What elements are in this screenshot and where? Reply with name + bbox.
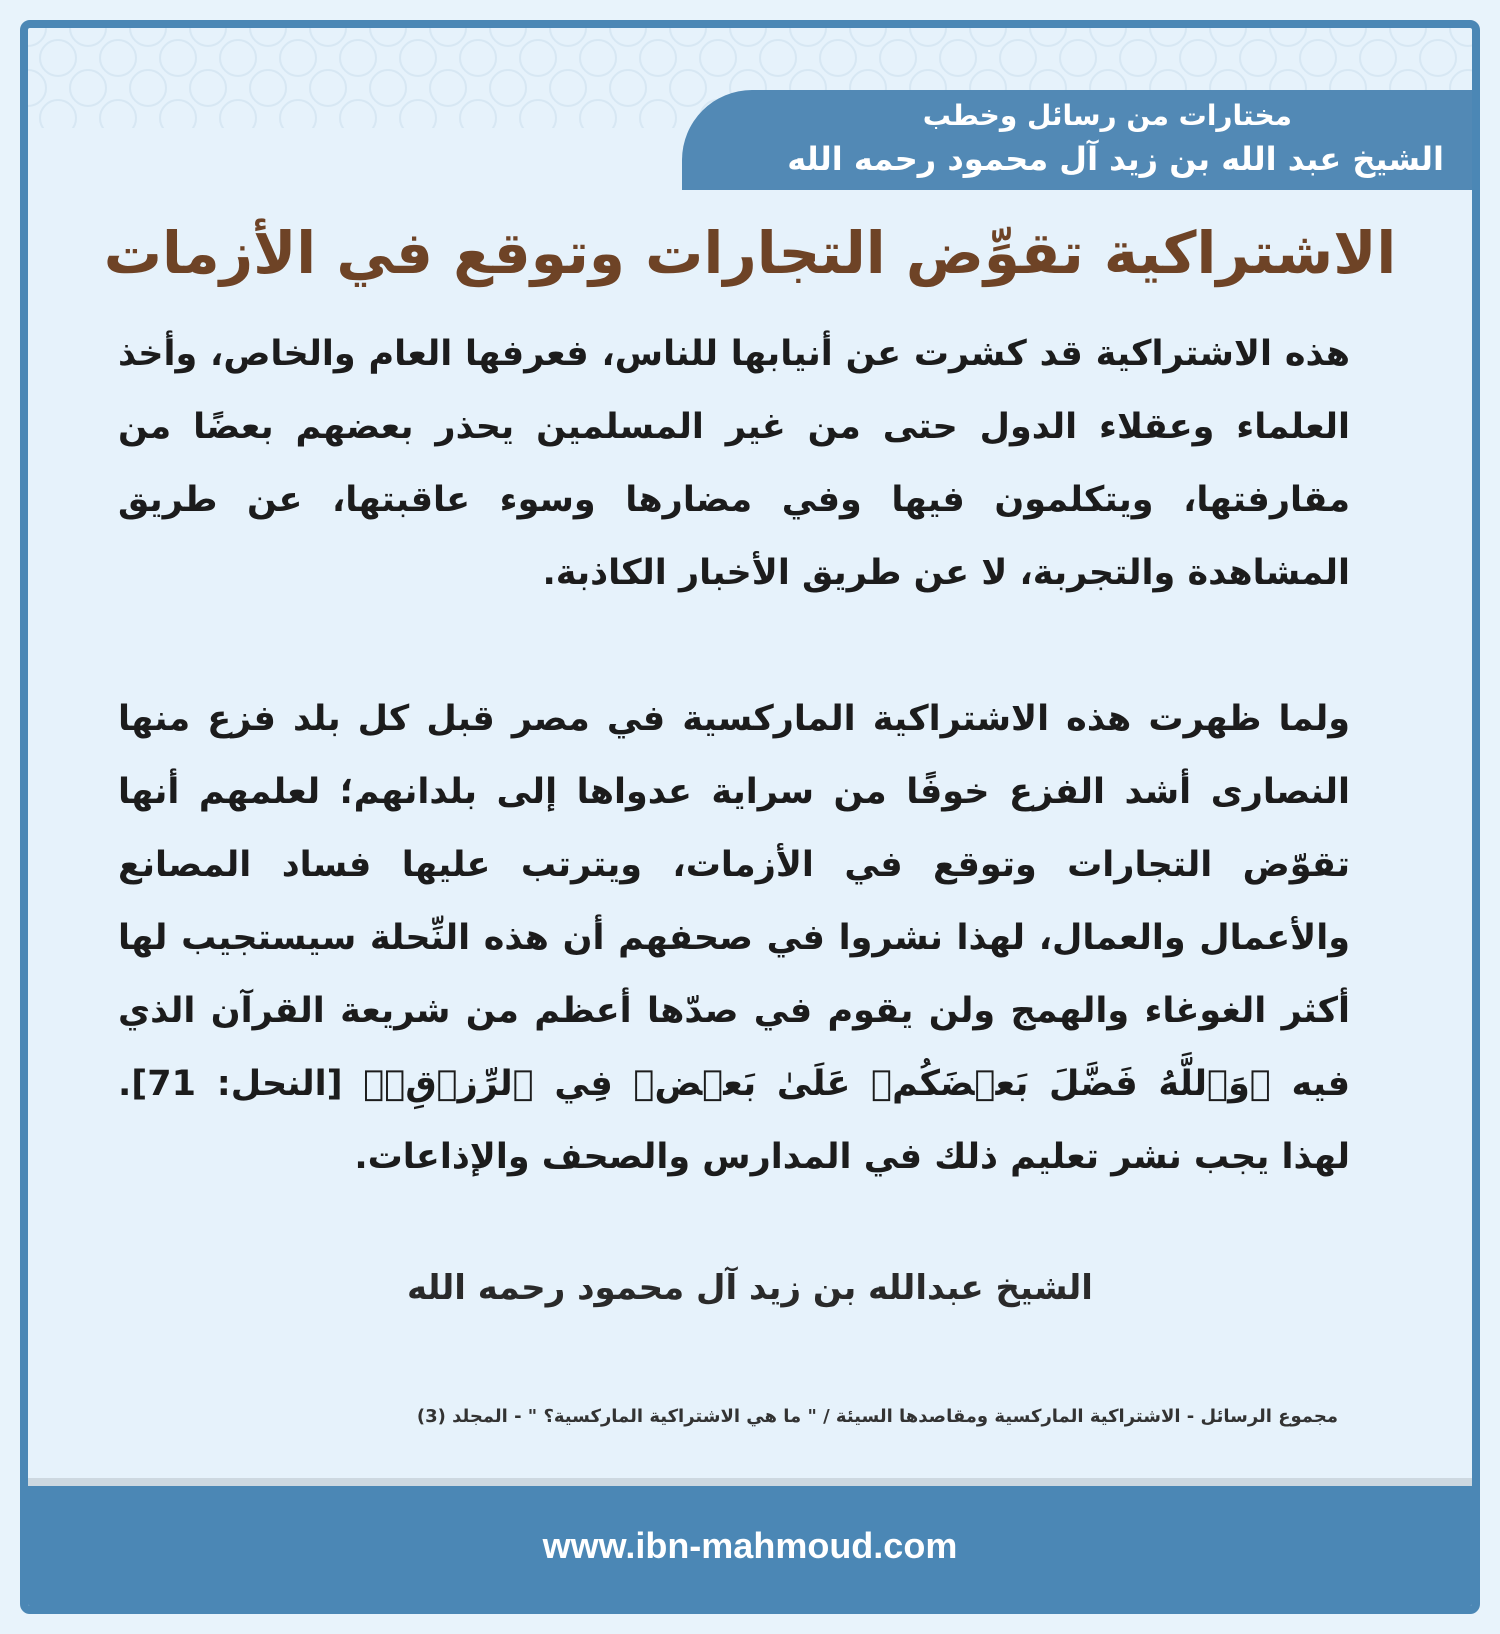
header-author: الشيخ عبد الله بن زيد آل محمود رحمه الله [787,140,1444,178]
source-citation: مجموع الرسائل - الاشتراكية الماركسية ومقاصدها السيئة / " ما هي الاشتراكية الماركسية؟ " - المجلد (3) [416,1406,1338,1427]
website-link[interactable]: www.ibn-mahmoud.com [542,1525,958,1566]
header-collection-title: مختارات من رسائل وخطب [922,99,1292,132]
footer-divider [28,1478,1472,1486]
header-banner [682,90,1472,190]
article-body [118,318,1350,1194]
paragraph-2: ولما ظهرت هذه الاشتراكية الماركسية في مصر قبل كل بلد فزع منها النصارى أشد الفزع خوفًا من سراية عدواها إلى بلدانهم؛ لعلمهم أنها تقوّض التجارات وتوقع في الأزمات، ويترتب عليها فساد المصانع والأعمال والعمال، لهذا نشروا في صحفهم أن هذه النِّحلة سيستجيب لها أكثر الغوغاء والهمج ولن يقوم في صدّها أعظم من شريعة القرآن الذي فيه ﴿وَٱللَّهُ فَضَّلَ بَعۡضَكُمۡ عَلَىٰ بَعۡضٖ فِي ٱلرِّزۡقِۚ﴾ [النحل: 71]. لهذا يجب نشر تعليم ذلك في المدارس والصحف والإذاعات. [118,699,1350,1177]
paragraph-1: هذه الاشتراكية قد كشرت عن أنيابها للناس، فعرفها العام والخاص، وأخذ العلماء وعقلاء الدول حتى من غير المسلمين يحذر بعضهم بعضًا من مقارفتها، ويتكلمون فيها وفي مضارها وسوء عاقبتها، عن طريق المشاهدة والتجربة، لا عن طريق الأخبار الكاذبة. [118,334,1350,593]
author-signature: الشيخ عبدالله بن زيد آل محمود رحمه الله [407,1268,1093,1308]
article-title: الاشتراكية تقوِّض التجارات وتوقع في الأزمات [103,219,1397,287]
page-frame [20,20,1480,1614]
footer-bar [28,1486,1472,1606]
